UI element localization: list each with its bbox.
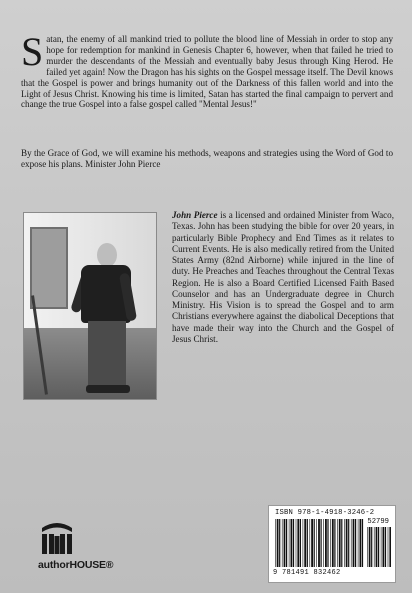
intro-paragraph (21, 29, 393, 110)
barcode-number: 9 781491 832462 (273, 569, 341, 577)
barcode-bars (275, 519, 365, 567)
author-bio-text: is a licensed and ordained Minister from Waco, Texas. John has been studying the bible for over 20 years, in particularly Bible Prophecy and End Times as it relates to Current Events. He is also medically retired from the United States Army (82nd Airborne) while injured in the line of duty. He Preaches and Teaches throughout the Central Texas Region. He is also a Board Certified Licensed Faith Based Counselor and has an Undergraduate degree in Church Ministry. His Vision is to spread the Gospel and to arm Christians everywhere against the diabolical Deceptions that have made their way into the Church and the Gospel of Jesus Christ. (172, 210, 394, 344)
price-barcode-bars (367, 527, 391, 567)
publisher-name: authorHOUSE® (38, 559, 114, 571)
intro-closing-paragraph: By the Grace of God, we will examine his methods, weapons and strategies using the Word of God to expose his plans. Minister John Pierce (21, 148, 393, 169)
isbn-text: ISBN 978-1-4918-3246-2 (275, 509, 375, 517)
intro-text: atan, the enemy of all mankind tried to pollute the blood line of Messiah in order to stop any hope for redemption for mankind in Genesis Chapter 6, however, when that failed he tried to murder the descendants of the Messiah and eventually baby Jesus through King Herod. He failed yet again! Now the Dragon has his sights on the Gospel message itself. The Devil knows that the Gospel is power and brings humanity out of the Darkness of this fallen world and into the Light of Jesus Christ. Knowing his time is limited, Satan has started the final campaign to pervert and change the true Gospel into a false gospel called "Mental Jesus!" (21, 34, 393, 110)
book-shelf-icon (38, 520, 76, 556)
author-photo (23, 212, 157, 400)
isbn-barcode (268, 505, 396, 583)
price-code: 52799 (367, 518, 389, 526)
author-bio (172, 210, 394, 345)
author-name: John Pierce (172, 210, 218, 220)
drop-cap: S (21, 29, 44, 74)
publisher-logo (38, 520, 114, 576)
